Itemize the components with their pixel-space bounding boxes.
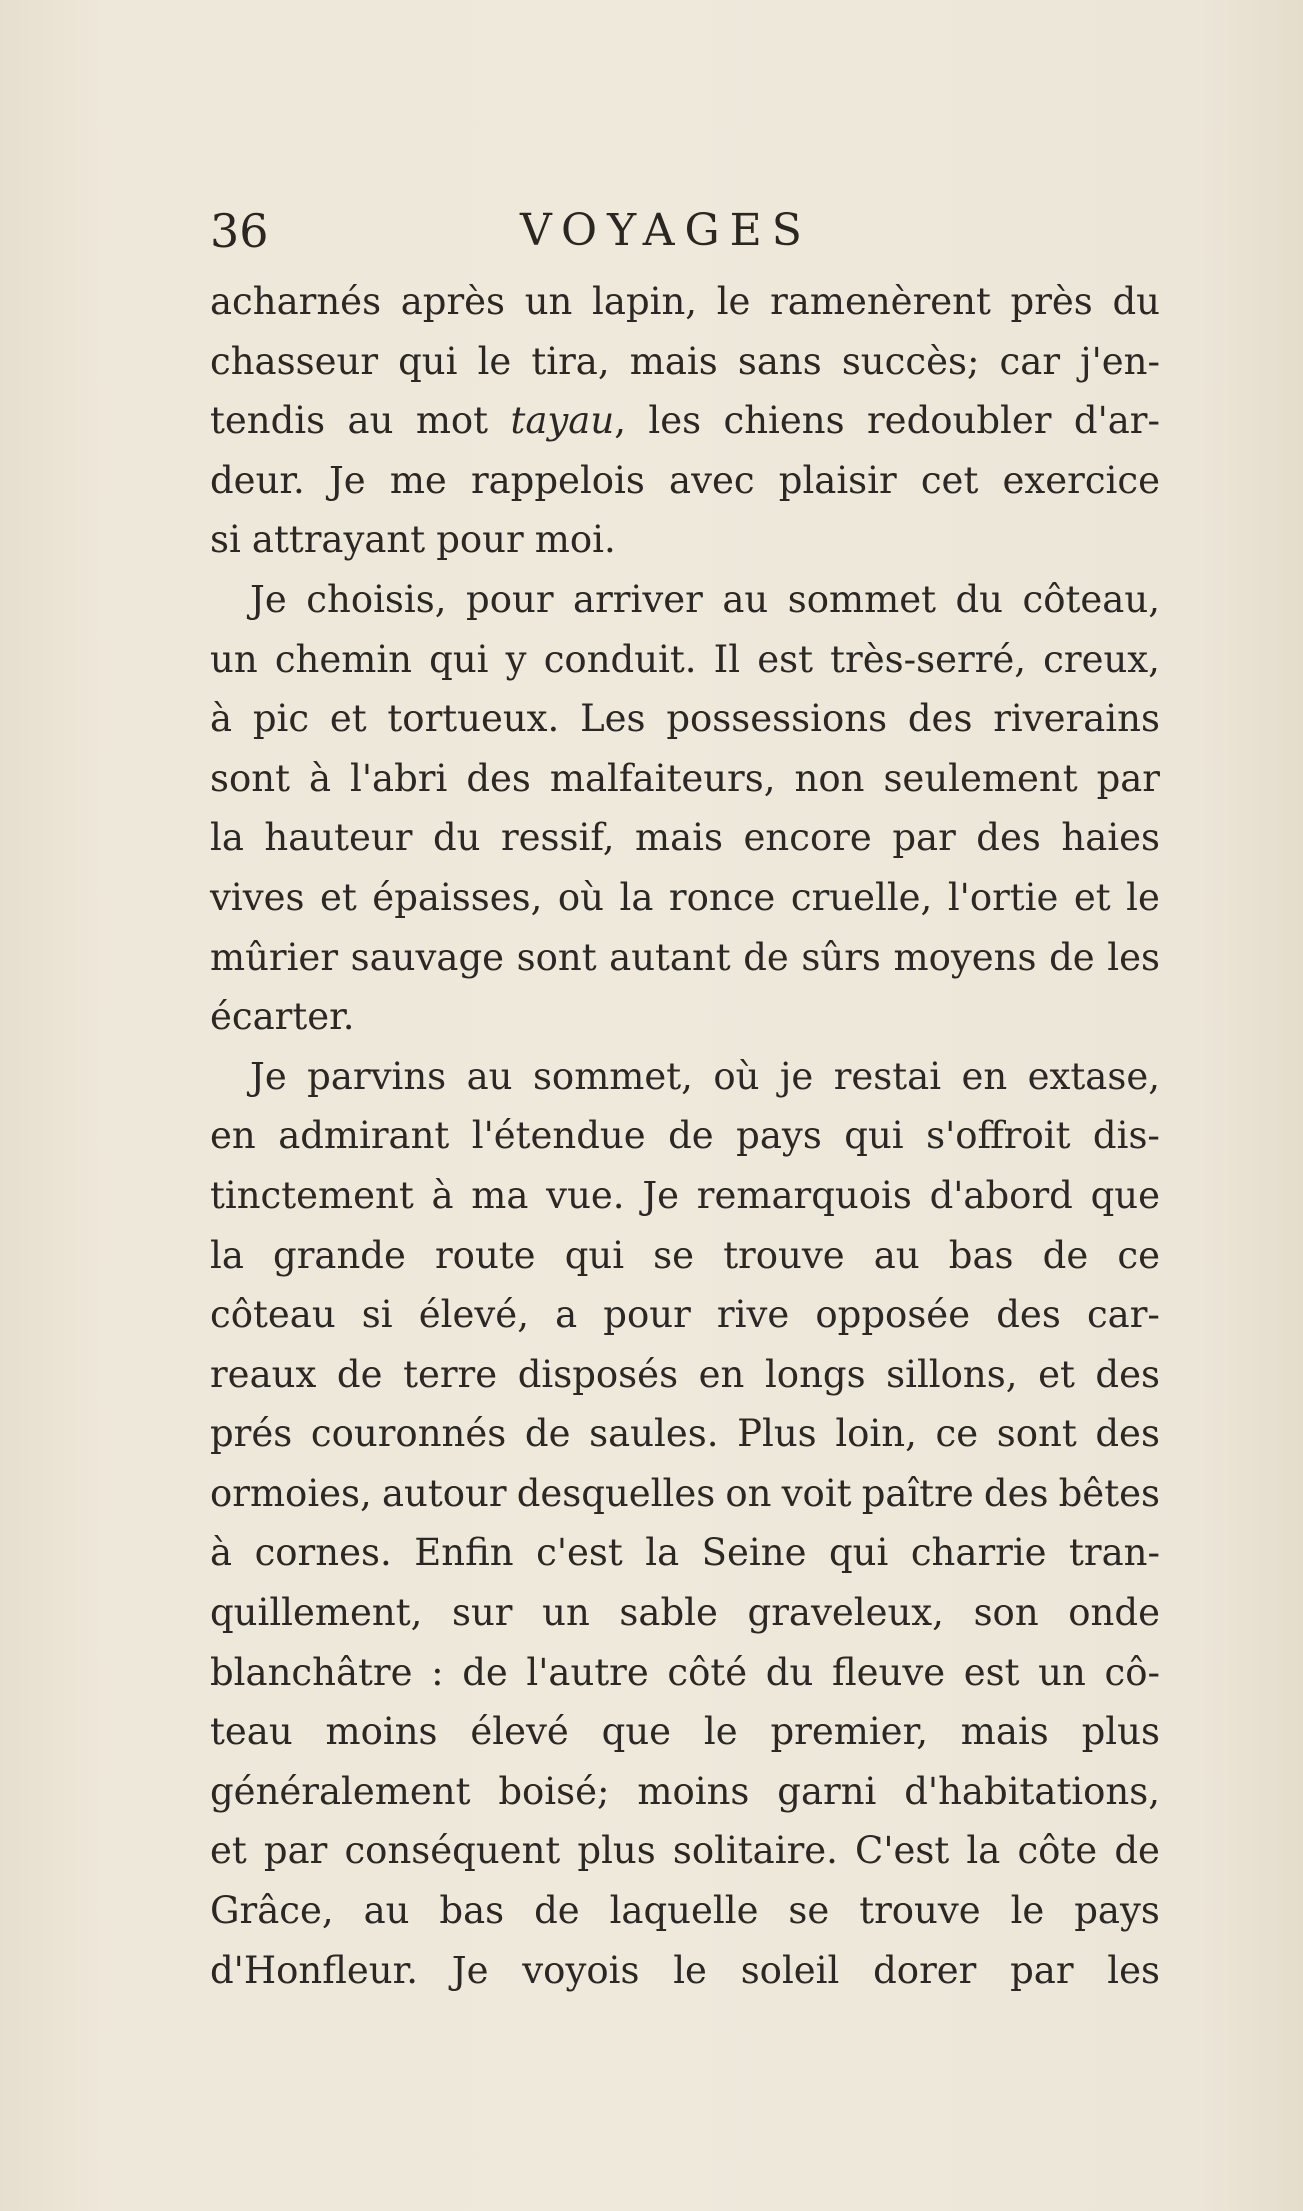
word: par (1096, 756, 1160, 800)
word: a (555, 1293, 578, 1337)
word: Je (328, 458, 366, 502)
word: bas (948, 1233, 1014, 1277)
word: exercice (1002, 458, 1160, 502)
word: creux, (1043, 637, 1160, 681)
word: seulement (883, 756, 1078, 800)
word: en (210, 1114, 256, 1158)
word: si (361, 1293, 393, 1337)
word: charrie (910, 1531, 1047, 1575)
word: généralement (210, 1769, 471, 1813)
word: qui (429, 637, 489, 681)
word: attrayant (251, 518, 426, 562)
word: Plus (737, 1412, 817, 1456)
word: car- (1086, 1293, 1160, 1337)
paragraph-1 (210, 272, 1160, 570)
word: côteau (210, 1293, 336, 1337)
word: Je (642, 1173, 680, 1217)
word: sont (996, 1412, 1077, 1456)
word: de (534, 1889, 580, 1933)
text-line (210, 1762, 1160, 1822)
word: plus (577, 1829, 656, 1873)
page-number: 36 (210, 204, 269, 258)
word: en (961, 1054, 1008, 1098)
word: cruelle, (790, 875, 933, 919)
text-line (210, 928, 1160, 988)
word: tortueux. (387, 697, 560, 741)
word: côté (667, 1650, 748, 1694)
word: blanchâtre (210, 1650, 413, 1694)
word: bas (439, 1889, 505, 1933)
word: vue. (546, 1173, 625, 1217)
text-line (210, 1106, 1160, 1166)
text-line (210, 1941, 1160, 2001)
word: ronce (668, 875, 776, 919)
word: que (1090, 1173, 1160, 1217)
word: malfaiteurs, (549, 756, 776, 800)
text-line (210, 272, 1160, 332)
word: un (542, 1591, 590, 1635)
word: d'Honfleur. (210, 1948, 419, 1992)
word: Je (250, 577, 287, 621)
text-line (210, 1047, 1160, 1107)
word: un (1038, 1650, 1086, 1694)
text-line (210, 1643, 1160, 1703)
word: pour (436, 518, 524, 562)
paragraph-2 (210, 570, 1160, 1047)
running-title: VOYAGES (520, 205, 812, 256)
word: à (308, 756, 332, 800)
word: non (794, 756, 865, 800)
text-line (210, 630, 1160, 690)
word: loin, (835, 1412, 917, 1456)
word: Grâce, (210, 1889, 334, 1933)
word: au (363, 1889, 410, 1933)
word: Il (713, 637, 741, 681)
text-line (210, 1583, 1160, 1643)
word: le (1126, 875, 1160, 919)
word: desquelles (516, 1471, 716, 1515)
text-line (210, 689, 1160, 749)
text-line (210, 1523, 1160, 1583)
word: tayau, (510, 399, 626, 443)
text-line (210, 391, 1160, 451)
word: la (619, 875, 654, 919)
word: plus (1081, 1710, 1160, 1754)
word: fleuve (831, 1650, 946, 1694)
text-line (210, 1881, 1160, 1941)
word: trouve (723, 1233, 845, 1277)
word: reaux (210, 1352, 317, 1396)
word: au (722, 577, 769, 621)
word: avec (669, 458, 755, 502)
word: très-serré, (830, 637, 1027, 681)
word: pays (736, 1114, 822, 1158)
text-line (210, 510, 1160, 570)
word: de (743, 935, 789, 979)
word: tendis (210, 399, 326, 443)
word: c'est (536, 1531, 623, 1575)
word: le (673, 1948, 707, 1992)
word: la (210, 1233, 244, 1277)
word: d'ar- (1073, 399, 1160, 443)
word: est (757, 637, 814, 681)
word: du (1112, 280, 1160, 323)
word: rive (716, 1293, 790, 1337)
word: restai (833, 1054, 942, 1098)
word: sauvage (350, 935, 505, 979)
word: chemin (274, 637, 413, 681)
text-line (210, 1166, 1160, 1226)
word: cornes. (254, 1531, 392, 1575)
word: ressif, (500, 816, 615, 860)
word: par (1010, 1948, 1074, 1992)
word: par (263, 1829, 328, 1873)
word: est (963, 1650, 1020, 1694)
word: et (1038, 1352, 1075, 1396)
word: laquelle (609, 1889, 759, 1933)
word: opposée (815, 1293, 971, 1337)
word: garni (777, 1769, 877, 1813)
word: dorer (873, 1948, 977, 1992)
word: qui (398, 339, 458, 383)
word: la (645, 1531, 680, 1575)
word: prés (210, 1412, 293, 1456)
word: lapin, (592, 280, 698, 323)
word: admirant (278, 1114, 450, 1158)
text-line (210, 1285, 1160, 1345)
text-line (210, 570, 1160, 630)
word: des (996, 1293, 1061, 1337)
word: sur (451, 1591, 513, 1635)
word: : (431, 1650, 444, 1694)
word: le (1010, 1889, 1045, 1933)
word: voyois (522, 1948, 640, 1992)
word: des (466, 756, 531, 800)
word: boisé; (498, 1769, 610, 1813)
word: s'offroit (926, 1114, 1071, 1158)
word: où (713, 1054, 760, 1098)
word: un (524, 280, 573, 323)
word: hauteur (264, 816, 413, 860)
word: près (1010, 280, 1093, 323)
word: autant (609, 935, 731, 979)
word: onde (1068, 1591, 1160, 1635)
word: grande (273, 1233, 406, 1277)
text-line (210, 868, 1160, 928)
word: conséquent (344, 1829, 561, 1873)
word: élevé (470, 1710, 569, 1754)
word: premier, (770, 1710, 928, 1754)
word: dis- (1092, 1114, 1160, 1158)
word: extase, (1027, 1054, 1160, 1098)
word: remarquois (696, 1173, 912, 1217)
word: et (210, 1829, 247, 1873)
word: Je (250, 1054, 287, 1098)
word: par (892, 816, 956, 860)
word: de (524, 1412, 571, 1456)
word: C'est (855, 1829, 950, 1873)
word: ce (935, 1412, 979, 1456)
word: les (648, 399, 702, 443)
word: possessions (666, 697, 888, 741)
word: Je (451, 1948, 489, 1992)
word: du (955, 577, 1004, 621)
word: côte (1017, 1829, 1098, 1873)
word: tira, (531, 339, 610, 383)
word: conduit. (543, 637, 697, 681)
word: des (1095, 1412, 1160, 1456)
page-header (210, 196, 1170, 266)
word: des (1095, 1352, 1160, 1396)
text-line (210, 451, 1160, 511)
word: pays (1074, 1889, 1160, 1933)
word: d'abord (929, 1173, 1073, 1217)
word: mais (960, 1710, 1049, 1754)
word: que (601, 1710, 672, 1754)
word: pic (252, 697, 310, 741)
word: acharnés (210, 280, 382, 323)
word: à (210, 1531, 233, 1575)
word: arriver (573, 577, 703, 621)
text-line (210, 1345, 1160, 1405)
word: écarter. (210, 995, 355, 1039)
word: de (1042, 1233, 1089, 1277)
word: vives (210, 875, 305, 919)
word: je (779, 1054, 814, 1098)
body-text (210, 272, 1160, 2000)
word: si (210, 518, 241, 562)
word: quillement, (210, 1591, 423, 1635)
word: tran- (1069, 1531, 1160, 1575)
word: cô- (1104, 1650, 1160, 1694)
word: en (698, 1352, 745, 1396)
word: parvins (307, 1054, 447, 1098)
word: autour (381, 1471, 507, 1515)
word: qui (564, 1233, 625, 1277)
word: des (976, 816, 1041, 860)
word: la (966, 1829, 1001, 1873)
word: tinctement (210, 1173, 414, 1217)
text-line (210, 1404, 1160, 1464)
word: d'habitations, (904, 1769, 1160, 1813)
word: du (765, 1650, 814, 1694)
word: du (432, 816, 481, 860)
word: de (336, 1352, 383, 1396)
text-line (210, 1464, 1160, 1524)
word: élevé, (418, 1293, 529, 1337)
word: épaisses, (372, 875, 543, 919)
word: son (973, 1591, 1039, 1635)
word: ce (1117, 1233, 1160, 1277)
word: le (703, 1710, 738, 1754)
word: qui (844, 1114, 904, 1158)
word: sillons, (886, 1352, 1018, 1396)
word: y (505, 637, 527, 681)
word: mot (415, 399, 489, 443)
word: sans (737, 339, 822, 383)
word: solitaire. (672, 1829, 838, 1873)
word: se (788, 1889, 830, 1933)
word: mûrier (210, 935, 339, 979)
word: trouve (859, 1889, 981, 1933)
word: de (668, 1114, 714, 1158)
word: les (1107, 1948, 1160, 1992)
word: route (435, 1233, 536, 1277)
word: de (1114, 1829, 1160, 1873)
text-line (210, 1226, 1160, 1286)
text-line (210, 332, 1160, 392)
word: Seine (701, 1531, 807, 1575)
text-line (210, 987, 1160, 1047)
word: graveleux, (747, 1591, 944, 1635)
word: après (400, 280, 506, 323)
word: mais (629, 339, 718, 383)
word: et (1073, 875, 1111, 919)
word: soleil (740, 1948, 840, 1992)
word: disposés (517, 1352, 679, 1396)
word: paître (861, 1471, 974, 1515)
word: j'en- (1080, 339, 1160, 383)
word: l'ortie (947, 875, 1059, 919)
text-line (210, 749, 1160, 809)
word: ma (471, 1173, 529, 1217)
word: longs (764, 1352, 866, 1396)
word: haies (1061, 816, 1160, 860)
word: succès; (841, 339, 980, 383)
word: se (653, 1233, 695, 1277)
word: où (557, 875, 605, 919)
word: sommet (787, 577, 936, 621)
word: sommet, (532, 1054, 693, 1098)
word: pour (603, 1293, 691, 1337)
word: redoubler (867, 399, 1052, 443)
word: un (210, 637, 258, 681)
word: sont (516, 935, 597, 979)
word: qui (828, 1531, 889, 1575)
word: on (725, 1471, 772, 1515)
word: chiens (723, 399, 845, 443)
word: des (983, 1471, 1049, 1515)
word: couronnés (310, 1412, 507, 1456)
word: au (466, 1054, 513, 1098)
word: moi. (534, 518, 616, 562)
word: ramenèrent (770, 280, 991, 323)
word: l'autre (526, 1650, 649, 1694)
word: voit (781, 1471, 852, 1515)
word: cet (920, 458, 979, 502)
text-line (210, 1821, 1160, 1881)
word: pour (466, 577, 554, 621)
word: bêtes (1058, 1471, 1160, 1515)
word: deur. (210, 458, 305, 502)
word: et (320, 875, 357, 919)
word: les (1107, 935, 1160, 979)
text-line (210, 808, 1160, 868)
word: sable (619, 1591, 718, 1635)
word: le (477, 339, 512, 383)
word: moins (325, 1710, 438, 1754)
word: au (347, 399, 394, 443)
word: des (907, 697, 973, 741)
word: de (462, 1650, 508, 1694)
word: rappelois (470, 458, 645, 502)
word: chasseur (210, 339, 378, 383)
word: plaisir (778, 458, 897, 502)
word: l'étendue (471, 1114, 646, 1158)
word: moyens (893, 935, 1037, 979)
word: saules. (589, 1412, 719, 1456)
word: ormoies, (210, 1471, 372, 1515)
word: terre (403, 1352, 498, 1396)
word: de (1049, 935, 1095, 979)
word: au (873, 1233, 920, 1277)
word: à (210, 697, 233, 741)
paragraph-3 (210, 1047, 1160, 2001)
word: mais (635, 816, 723, 860)
word: riverains (993, 697, 1160, 741)
word: le (716, 280, 751, 323)
word: moins (637, 1769, 750, 1813)
word: Les (580, 697, 646, 741)
word: l'abri (350, 756, 448, 800)
word: car (999, 339, 1061, 383)
word: choisis, (306, 577, 447, 621)
word: encore (743, 816, 872, 860)
word: à (431, 1173, 454, 1217)
word: Enfin (414, 1531, 514, 1575)
word: teau (210, 1710, 293, 1754)
word: sont (210, 756, 290, 800)
text-line (210, 1702, 1160, 1762)
word: et (329, 697, 367, 741)
word: la (210, 816, 244, 860)
word: sûrs (801, 935, 881, 979)
word: me (389, 458, 447, 502)
word: côteau, (1022, 577, 1160, 621)
